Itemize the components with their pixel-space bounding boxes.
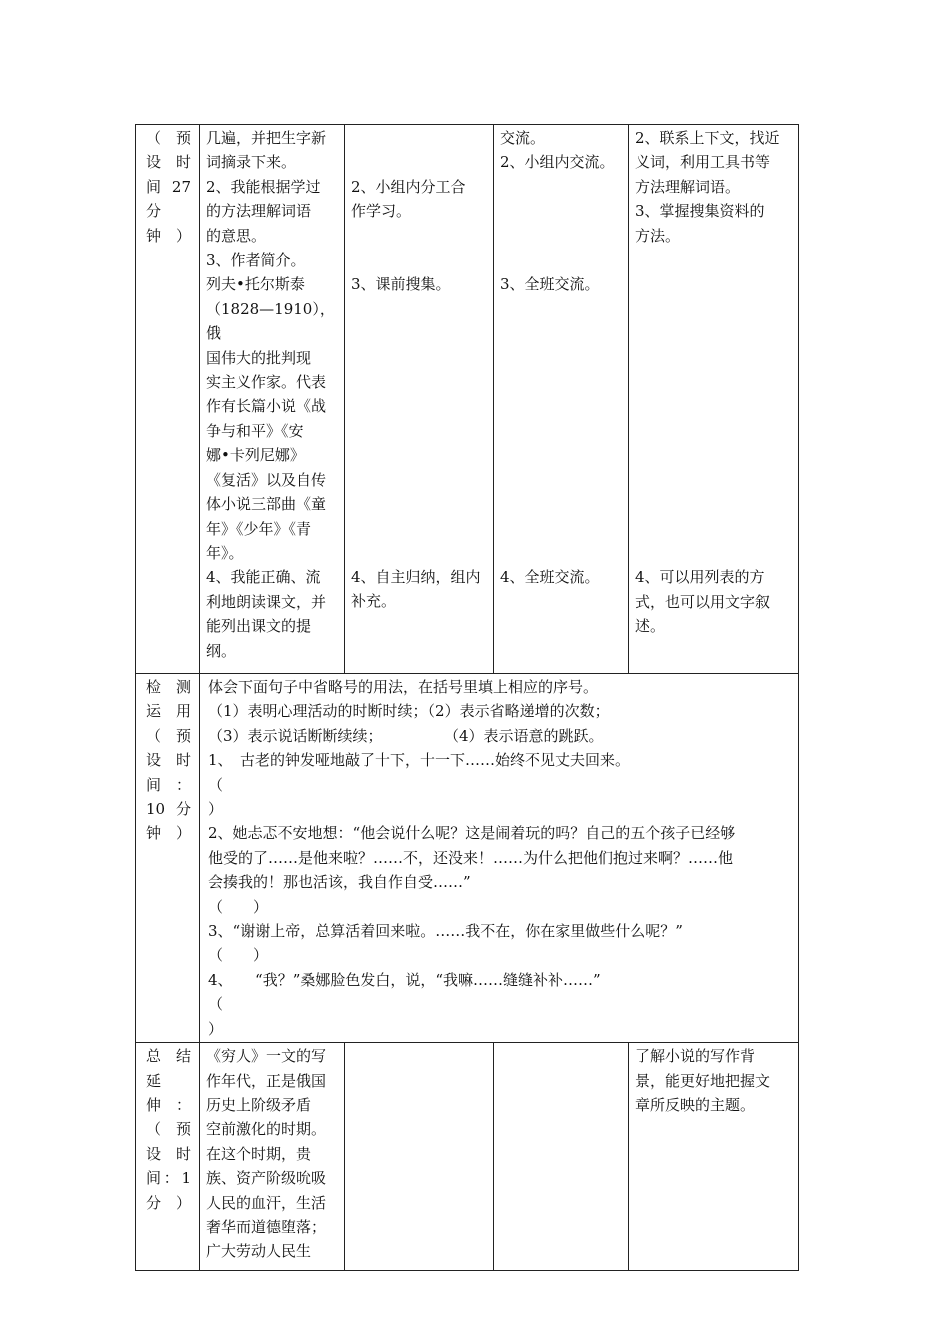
question-1: 1、 古老的钟发哑地敲了十下，十一下……始终不见丈夫回来。 （ — [208, 748, 792, 797]
exercise-options-line-2: （3）表示说话断断续续； （4）表示语意的跳跃。 — [208, 726, 604, 745]
table-row-study — [136, 125, 799, 674]
answer-blank-4-open[interactable]: （ — [208, 995, 224, 1014]
question-3: 3、“谢谢上帝，总算活着回来啦。……我不在，你在家里做些什么呢？” （ ） — [208, 919, 792, 968]
answer-blank-1-close[interactable]: ） — [208, 800, 224, 819]
row-label-exercise-time: 检 测 运 用 （ 预 设 时 间 ： 10 分 钟） — [136, 674, 200, 1043]
summary-feedback-cell — [494, 1043, 629, 1271]
question-2-line-3: 会揍我的！那也活该，我自作自受……” （ ） — [208, 870, 792, 919]
guidance-cell: 2、联系上下文，找近 义词，利用工具书等 方法理解词语。 3、掌握搜集资料的 方法。 4、可以用列表的方 式，也可以用文字叙 述。 — [629, 125, 799, 674]
answer-blank-4-close[interactable]: ） — [208, 1019, 224, 1038]
lesson-plan-table — [135, 124, 799, 1271]
answer-blank-1-open[interactable]: （ — [208, 775, 224, 794]
exercise-options-line-1: （1）表明心理活动的时断时续；（2）表示省略递增的次数； — [208, 702, 610, 721]
table-row-summary — [136, 1043, 799, 1271]
feedback-cell: 交流。 2、小组内交流。 3、全班交流。 4、全班交流。 — [494, 125, 629, 674]
learning-content-cell: 几遍，并把生字新 词摘录下来。 2、我能根据学过 的方法理解词语 的意思。 3、作者简介。 列夫•托尔斯泰 （1828—1910），俄 国伟大的批判现 实主义作家。代表 作有长篇小说《战 争与和平》《安 娜•卡列尼娜》 《复活》以及自传 体小说三部曲《童 年》《少年》《青 年》。 4、我能正确、流 利地朗读课文，并 能列出课文的提 纲。 — [200, 125, 345, 674]
table-row-exercise — [136, 674, 799, 1043]
row-label-study-time: （ 预 设 时 间 27 分 钟） — [136, 125, 200, 674]
row-label-summary-time: 总 结 延 伸 ： （ 预 设 时 间：1 分） — [136, 1043, 200, 1271]
summary-content-cell: 《穷人》一文的写 作年代，正是俄国 历史上阶级矛盾 空前激化的时期。 在这个时期，贵 族、资产阶级吮吸 人民的血汗，生活 奢华而道德堕落； 广大劳动人民生 — [200, 1043, 345, 1271]
question-2-line-2: 他受的了……是他来啦？……不，还没来！……为什么把他们抱过来啊？……他 — [208, 848, 734, 867]
summary-method-cell — [345, 1043, 494, 1271]
answer-blank-2[interactable]: （ ） — [208, 897, 269, 916]
answer-blank-3[interactable]: （ ） — [208, 946, 269, 965]
exercise-content-cell — [200, 674, 799, 1043]
exercise-instruction: 体会下面句子中省略号的用法，在括号里填上相应的序号。 — [208, 678, 599, 696]
learning-method-cell: 2、小组内分工合 作学习。 3、课前搜集。 4、自主归纳，组内 补充。 — [345, 125, 494, 674]
summary-guidance-cell: 了解小说的写作背 景，能更好地把握文 章所反映的主题。 — [629, 1043, 799, 1271]
question-4: 4、 “我？”桑娜脸色发白，说，“我嘛……缝缝补补……” （ — [208, 968, 792, 1017]
question-2-line-1: 2、她忐忑不安地想：“他会说什么呢？这是闹着玩的吗？自己的五个孩子已经够 — [208, 824, 736, 843]
